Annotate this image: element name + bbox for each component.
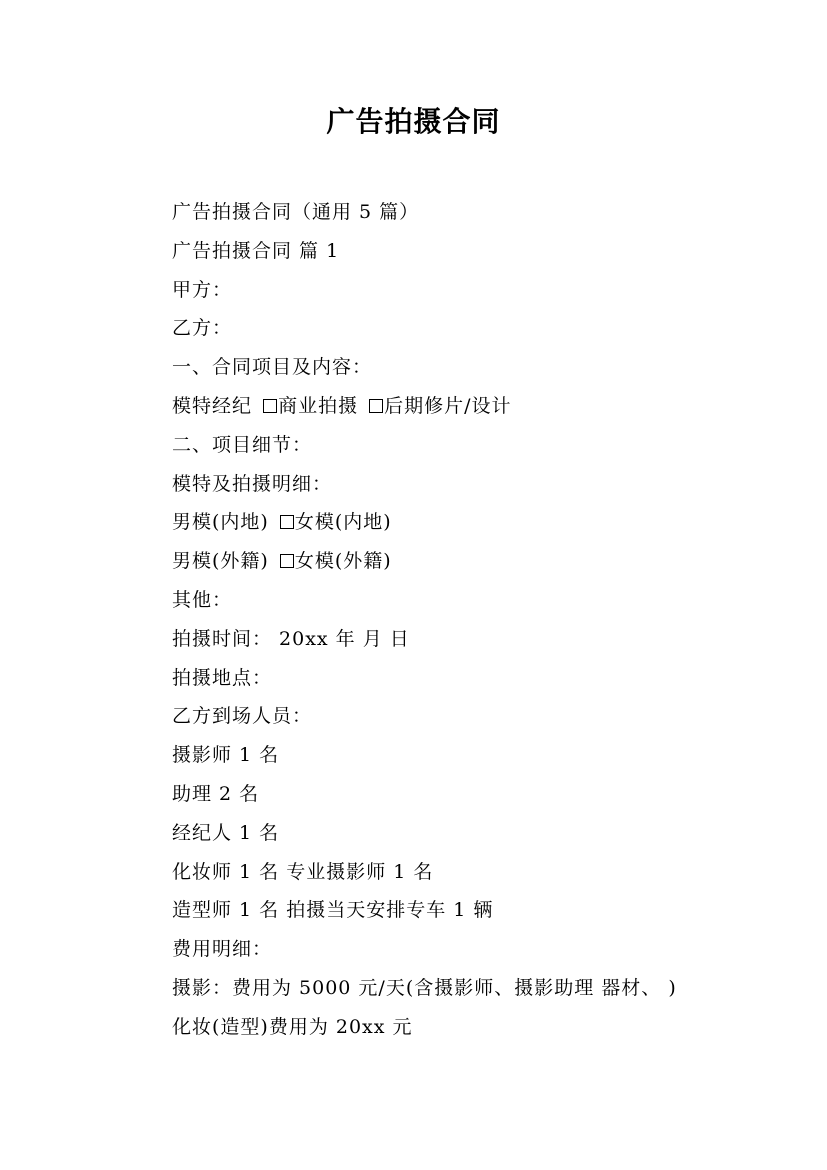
text-line: 摄影师 1 名 (172, 744, 280, 767)
option-label: 模特经纪 (172, 394, 253, 417)
option-label: 后期修片/设计 (384, 394, 512, 417)
text-line: 甲方： (172, 278, 233, 301)
text-line: 广告拍摄合同（通用 5 篇） (172, 201, 420, 223)
text-line: 其他： (172, 588, 233, 611)
text-line: 造型师 1 名 拍摄当天安排专车 1 辆 (172, 899, 494, 922)
text-line: 模特及拍摄明细： (172, 472, 333, 495)
checkbox-icon (369, 399, 383, 413)
text-line: 拍摄时间： 20xx 年 月 日 (172, 627, 410, 650)
text-line: 一、合同项目及内容： (172, 356, 373, 379)
option-label: 男模(内地) (172, 511, 269, 534)
text-line: 费用明细： (172, 938, 273, 961)
checkbox-icon (280, 554, 294, 568)
document-body (172, 193, 772, 1047)
text-line: 广告拍摄合同 篇 1 (172, 239, 340, 262)
text-line: 化妆(造型)费用为 20xx 元 (172, 1015, 413, 1038)
option-label: 女模(内地) (294, 511, 392, 534)
option-line (172, 542, 772, 581)
text-line: 乙方： (172, 317, 233, 340)
text-line: 化妆师 1 名 专业摄影师 1 名 (172, 860, 434, 883)
text-line: 摄影：费用为 5000 元/天(含摄影师、摄影助理 器材、 ) (172, 976, 677, 999)
option-label: 女模(外籍) (294, 550, 392, 573)
text-line: 二、项目细节： (172, 433, 313, 456)
option-label: 商业拍摄 (278, 394, 359, 417)
text-line: 拍摄地点： (172, 666, 273, 689)
text-line: 乙方到场人员： (172, 705, 313, 728)
option-label: 男模(外籍) (172, 550, 269, 573)
checkbox-icon (280, 515, 294, 529)
checkbox-icon (263, 399, 277, 413)
option-line (172, 503, 772, 542)
text-line: 助理 2 名 (172, 782, 260, 805)
option-line (172, 387, 772, 426)
text-line: 经纪人 1 名 (172, 821, 280, 844)
document-title: 广告拍摄合同 (326, 105, 501, 138)
